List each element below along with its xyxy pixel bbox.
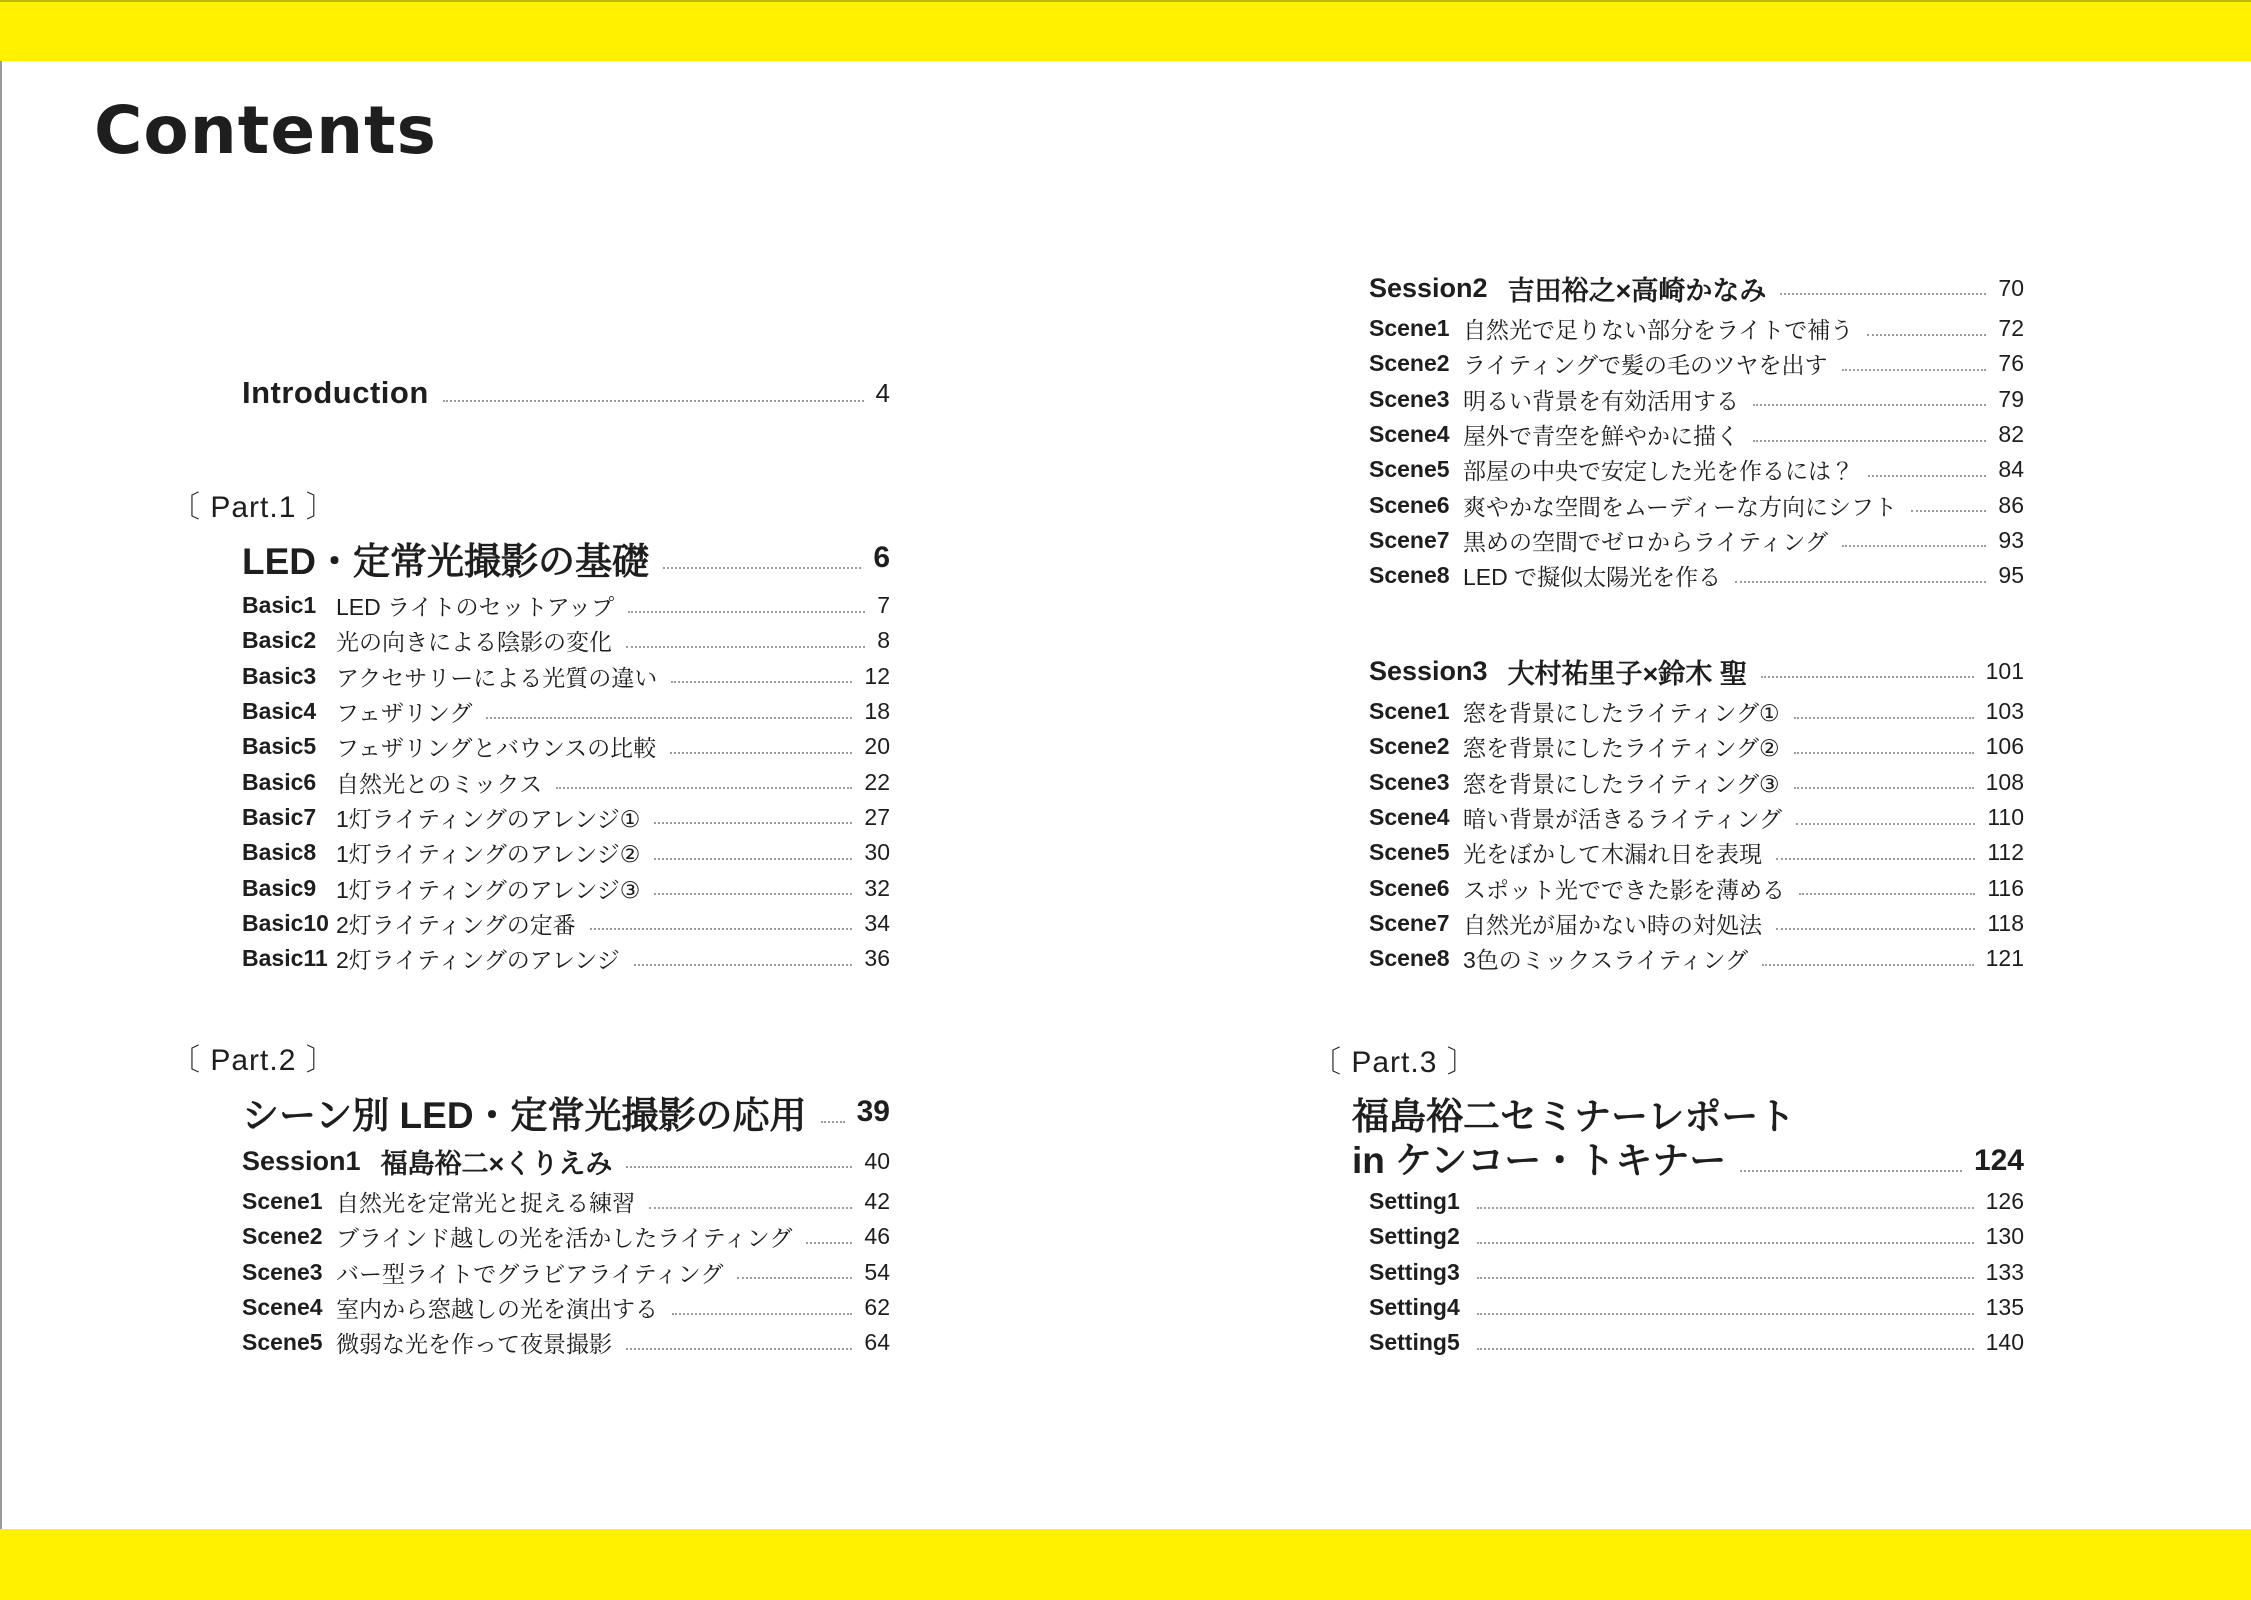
part2-page: 39 — [856, 1095, 890, 1128]
item-label: Scene2 — [1369, 350, 1450, 377]
session2-label: Session2 — [1369, 272, 1488, 303]
item-page: 22 — [864, 768, 890, 795]
item-page: 64 — [864, 1329, 890, 1356]
toc-row — [1369, 729, 2024, 764]
part3-title-line2-row — [1352, 1139, 2024, 1183]
item-label: Scene5 — [1369, 456, 1450, 483]
dotted-leader — [1753, 440, 1986, 442]
item-page: 93 — [1998, 526, 2024, 553]
toc-row — [242, 694, 890, 729]
part1-title-row — [242, 532, 890, 584]
dotted-leader — [486, 717, 852, 719]
dotted-leader — [821, 1121, 845, 1123]
toc-row — [1369, 311, 2024, 346]
item-label: Scene3 — [1369, 385, 1450, 412]
item-page: 34 — [864, 909, 890, 936]
item-title: 部屋の中央で安定した光を作るには？ — [1463, 458, 1854, 485]
session3-row — [1369, 651, 2024, 691]
item-label: Scene1 — [1369, 698, 1450, 725]
item-label: Basic3 — [242, 662, 317, 689]
item-page: 118 — [1987, 909, 2024, 936]
toc-row — [1369, 694, 2024, 729]
dotted-leader — [1776, 858, 1975, 860]
item-title: フェザリングとバウンスの比較 — [336, 735, 657, 762]
item-page: 79 — [1998, 385, 2024, 412]
item-page: 130 — [1985, 1223, 2024, 1250]
session2-row — [1369, 268, 2024, 308]
part1-title: LED・定常光撮影の基礎 — [242, 541, 649, 582]
dotted-leader — [1776, 928, 1975, 930]
part3-title-line1: 福島裕二セミナーレポート — [1352, 1096, 1796, 1137]
dotted-leader — [626, 1348, 852, 1350]
toc-row — [242, 623, 890, 658]
dotted-leader — [1796, 823, 1975, 825]
dotted-leader — [590, 928, 853, 930]
item-page: 106 — [1985, 733, 2024, 760]
part1-label: 〔 Part.1 〕 — [170, 491, 337, 524]
item-page: 116 — [1987, 874, 2024, 901]
dotted-leader — [1477, 1207, 1974, 1209]
item-label: Basic9 — [242, 874, 317, 901]
part3-title-line2: in ケンコー・トキナー — [1352, 1140, 1727, 1181]
item-page: 42 — [864, 1188, 890, 1215]
item-page: 140 — [1985, 1329, 2024, 1356]
toc-row — [242, 1184, 890, 1219]
item-title: フェザリング — [336, 700, 473, 727]
item-page: 12 — [864, 662, 890, 689]
dotted-leader — [672, 1313, 852, 1315]
part2-title: シーン別 LED・定常光撮影の応用 — [242, 1095, 807, 1136]
toc-row — [1369, 1290, 2024, 1325]
toc-row — [242, 941, 890, 976]
session3-items — [1369, 694, 2024, 976]
toc-row — [1369, 906, 2024, 941]
item-title: 室内から窓越しの光を演出する — [336, 1296, 658, 1323]
item-label: Scene4 — [242, 1294, 323, 1321]
part2-items — [242, 1184, 890, 1360]
item-page: 8 — [877, 627, 890, 654]
item-title: 光の向きによる陰影の変化 — [336, 629, 612, 656]
item-title: 1灯ライティングのアレンジ② — [336, 841, 641, 868]
item-title: 自然光で足りない部分をライトで補う — [1463, 317, 1854, 344]
item-label: Scene8 — [1369, 945, 1450, 972]
dotted-leader — [1753, 404, 1986, 406]
item-label: Scene6 — [1369, 874, 1450, 901]
item-title: 1灯ライティングのアレンジ① — [336, 805, 641, 832]
item-title: ライティングで髪の毛のツヤを出す — [1463, 352, 1828, 379]
item-label: Setting3 — [1369, 1258, 1460, 1285]
item-page: 27 — [864, 803, 890, 830]
item-page: 72 — [1998, 315, 2024, 342]
item-label: Basic2 — [242, 627, 317, 654]
toc-row — [1369, 835, 2024, 870]
toc-row — [1369, 1325, 2024, 1360]
toc-row — [242, 1255, 890, 1290]
item-title: 明るい背景を有効活用する — [1463, 387, 1739, 414]
toc-row — [1369, 800, 2024, 835]
page-title: Contents — [94, 92, 437, 169]
item-title: バー型ライトでグラビアライティング — [336, 1260, 724, 1287]
part2-label: 〔 Part.2 〕 — [170, 1044, 337, 1077]
item-label: Basic1 — [242, 592, 317, 619]
dotted-leader — [1799, 893, 1975, 895]
item-label: Setting1 — [1369, 1188, 1460, 1215]
item-label: Scene7 — [1369, 909, 1450, 936]
dotted-leader — [1761, 676, 1974, 678]
item-label: Basic7 — [242, 803, 317, 830]
toc-row — [1369, 417, 2024, 452]
toc-row — [242, 764, 890, 799]
session2-items — [1369, 311, 2024, 593]
item-page: 103 — [1985, 698, 2024, 725]
item-page: 32 — [864, 874, 890, 901]
dotted-leader — [649, 1207, 852, 1209]
item-title: スポット光でできた影を薄める — [1463, 876, 1785, 903]
dotted-leader — [626, 1166, 852, 1168]
item-page: 112 — [1987, 839, 2024, 866]
item-title: LED ライトのセットアップ — [336, 594, 615, 621]
dotted-leader — [556, 787, 852, 789]
dotted-leader — [1735, 581, 1986, 583]
item-title: LED で擬似太陽光を作る — [1463, 564, 1722, 591]
dotted-leader — [737, 1277, 852, 1279]
item-label: Scene2 — [242, 1223, 323, 1250]
item-title: アクセサリーによる光質の違い — [336, 664, 658, 691]
toc-row — [242, 870, 890, 905]
item-page: 82 — [1998, 421, 2024, 448]
dotted-leader — [1477, 1242, 1974, 1244]
item-label: Basic5 — [242, 733, 317, 760]
part2-title-row — [242, 1086, 890, 1138]
item-page: 84 — [1998, 456, 2024, 483]
item-page: 7 — [877, 592, 890, 619]
item-page: 133 — [1985, 1258, 2024, 1285]
item-label: Scene6 — [1369, 491, 1450, 518]
item-label: Setting5 — [1369, 1329, 1460, 1356]
toc-row — [1369, 346, 2024, 381]
toc-row — [1369, 1255, 2024, 1290]
item-title: 自然光とのミックス — [336, 770, 543, 797]
dotted-leader — [1762, 964, 1974, 966]
dotted-leader — [1867, 334, 1986, 336]
toc-row — [242, 835, 890, 870]
item-label: Scene5 — [1369, 839, 1450, 866]
item-page: 62 — [864, 1294, 890, 1321]
toc-row — [1369, 870, 2024, 905]
item-title: 3色のミックスライティング — [1463, 947, 1749, 974]
dotted-leader — [1477, 1277, 1974, 1279]
toc-row — [242, 800, 890, 835]
toc-row — [242, 1219, 890, 1254]
dotted-leader — [443, 400, 864, 402]
dotted-leader — [670, 752, 852, 754]
item-title: 微弱な光を作って夜景撮影 — [336, 1331, 612, 1358]
item-title: 窓を背景にしたライティング③ — [1463, 770, 1780, 797]
item-page: 95 — [1998, 562, 2024, 589]
item-page: 135 — [1985, 1294, 2024, 1321]
item-page: 36 — [864, 945, 890, 972]
session1-page: 40 — [864, 1147, 890, 1174]
dotted-leader — [628, 611, 865, 613]
item-label: Scene1 — [1369, 315, 1450, 342]
item-title: 2灯ライティングのアレンジ — [336, 947, 620, 974]
item-page: 86 — [1998, 491, 2024, 518]
dotted-leader — [654, 858, 852, 860]
dotted-leader — [1842, 545, 1986, 547]
item-page: 46 — [864, 1223, 890, 1250]
toc-row — [1369, 765, 2024, 800]
dotted-leader — [654, 893, 852, 895]
item-label: Basic10 — [242, 909, 329, 936]
item-label: Scene7 — [1369, 526, 1450, 553]
session2-page: 70 — [1998, 274, 2024, 301]
item-page: 76 — [1998, 350, 2024, 377]
part1-items — [242, 588, 890, 976]
item-page: 110 — [1987, 804, 2024, 831]
part3-title-block — [1352, 1095, 2024, 1183]
item-page: 126 — [1985, 1188, 2024, 1215]
item-title: 2灯ライティングの定番 — [336, 911, 576, 938]
session3-title: 大村祐里子×鈴木 聖 — [1507, 658, 1747, 689]
item-label: Scene4 — [1369, 804, 1450, 831]
dotted-leader — [1477, 1313, 1974, 1315]
item-title: 暗い背景が活きるライティング — [1463, 806, 1783, 833]
item-label: Basic11 — [242, 945, 328, 972]
toc-row — [1369, 1219, 2024, 1254]
item-label: Scene3 — [242, 1258, 323, 1285]
toc-row — [1369, 382, 2024, 417]
item-title: 窓を背景にしたライティング② — [1463, 735, 1780, 762]
session1-row — [242, 1141, 890, 1181]
item-title: 1灯ライティングのアレンジ③ — [336, 876, 641, 903]
toc-row — [242, 588, 890, 623]
dotted-leader — [806, 1242, 852, 1244]
left-column — [170, 0, 890, 1600]
toc-row — [242, 659, 890, 694]
toc-row — [242, 906, 890, 941]
item-label: Basic6 — [242, 768, 317, 795]
dotted-leader — [671, 681, 852, 683]
session1-label: Session1 — [242, 1145, 361, 1176]
part3-page: 124 — [1973, 1144, 2024, 1177]
item-label: Scene3 — [1369, 768, 1450, 795]
intro-label: Introduction — [242, 375, 429, 410]
item-title: 屋外で青空を鮮やかに描く — [1463, 423, 1739, 450]
item-label: Scene1 — [242, 1188, 323, 1215]
dotted-leader — [634, 964, 853, 966]
item-title: 自然光を定常光と捉える練習 — [336, 1190, 635, 1217]
dotted-leader — [1477, 1348, 1974, 1350]
toc-row — [1369, 1184, 2024, 1219]
intro-row — [242, 373, 890, 413]
session3-label: Session3 — [1369, 655, 1488, 686]
part3-label: 〔 Part.3 〕 — [1311, 1046, 1478, 1079]
item-title: 窓を背景にしたライティング① — [1463, 700, 1780, 727]
dotted-leader — [1868, 475, 1986, 477]
item-title: 光をぼかして木漏れ日を表現 — [1463, 841, 1762, 868]
item-page: 30 — [864, 839, 890, 866]
item-label: Scene2 — [1369, 733, 1450, 760]
toc-row — [1369, 523, 2024, 558]
dotted-leader — [1794, 717, 1974, 719]
item-label: Setting4 — [1369, 1294, 1460, 1321]
toc-row — [242, 1325, 890, 1360]
dotted-leader — [1740, 1170, 1962, 1172]
session1-title: 福島裕二×くりえみ — [380, 1148, 613, 1179]
item-label: Setting2 — [1369, 1223, 1460, 1250]
toc-row — [242, 729, 890, 764]
item-title: 黒めの空間でゼロからライティング — [1463, 528, 1829, 555]
toc-row — [242, 1290, 890, 1325]
item-page: 121 — [1985, 945, 2024, 972]
item-label: Scene5 — [242, 1329, 323, 1356]
dotted-leader — [654, 822, 852, 824]
item-title: ブラインド越しの光を活かしたライティング — [336, 1225, 793, 1252]
item-label: Basic8 — [242, 839, 317, 866]
toc-row — [1369, 941, 2024, 976]
dotted-leader — [663, 567, 861, 569]
part3-items — [1369, 1184, 2024, 1360]
item-page: 18 — [864, 698, 890, 725]
toc-row — [1369, 558, 2024, 593]
toc-row — [1369, 487, 2024, 522]
right-column — [1311, 0, 2024, 1600]
dotted-leader — [1780, 293, 1986, 295]
dotted-leader — [1794, 787, 1974, 789]
dotted-leader — [1794, 752, 1974, 754]
dotted-leader — [1911, 510, 1986, 512]
intro-page: 4 — [875, 377, 890, 408]
item-page: 108 — [1985, 768, 2024, 795]
part1-page: 6 — [873, 541, 890, 574]
item-label: Basic4 — [242, 698, 317, 725]
session2-title: 吉田裕之×高崎かなみ — [1507, 275, 1767, 306]
item-title: 爽やかな空間をムーディーな方向にシフト — [1463, 493, 1898, 520]
dotted-leader — [626, 646, 865, 648]
item-page: 20 — [864, 733, 890, 760]
dotted-leader — [1842, 369, 1987, 371]
item-title: 自然光が届かない時の対処法 — [1463, 911, 1762, 938]
item-label: Scene4 — [1369, 421, 1450, 448]
toc-row — [1369, 452, 2024, 487]
item-label: Scene8 — [1369, 562, 1450, 589]
item-page: 54 — [864, 1258, 890, 1285]
session3-page: 101 — [1985, 657, 2024, 684]
